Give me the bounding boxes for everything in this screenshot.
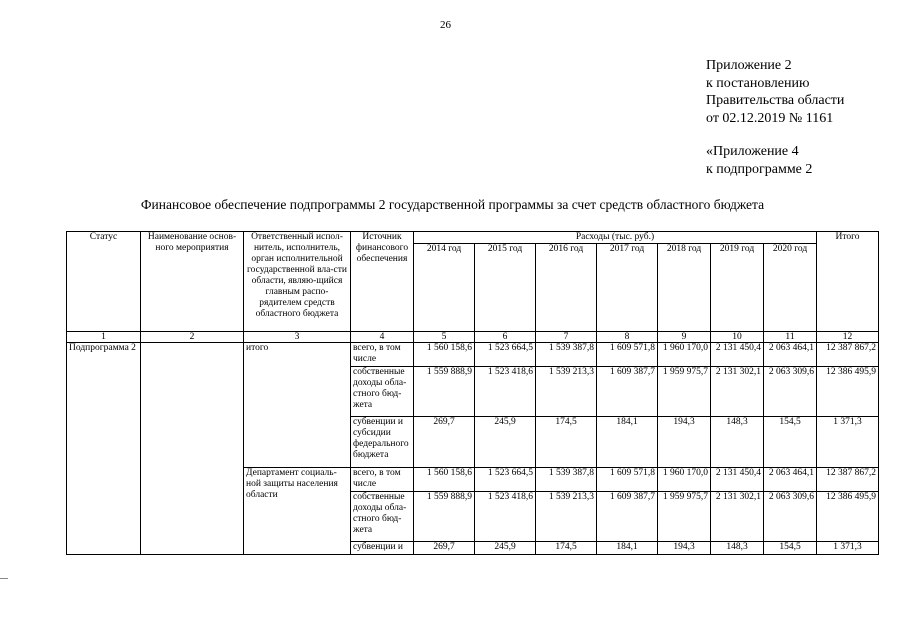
appendix-sub-line: «Приложение 4 xyxy=(706,144,799,159)
value-cell: 184,1 xyxy=(597,417,658,468)
value-cell: 1 609 571,8 xyxy=(597,468,658,492)
value-cell: 1 960 170,0 xyxy=(658,468,711,492)
value-cell: 1 609 387,7 xyxy=(597,367,658,417)
executor-cell: Департамент социаль-ной защиты населения области xyxy=(244,468,351,555)
value-cell: 2 131 450,4 xyxy=(711,468,764,492)
source-cell: субвенции и субсидии федерального бюджета xyxy=(351,417,414,468)
value-cell: 174,5 xyxy=(536,542,597,555)
value-cell: 1 560 158,6 xyxy=(414,343,475,367)
column-number: 11 xyxy=(764,332,817,343)
value-cell: 1 559 888,9 xyxy=(414,367,475,417)
appendix-line: Правительства области xyxy=(706,93,845,108)
value-cell: 1 371,3 xyxy=(817,542,879,555)
value-cell: 1 539 387,8 xyxy=(536,468,597,492)
column-number: 6 xyxy=(475,332,536,343)
value-cell: 1 609 571,8 xyxy=(597,343,658,367)
appendix-sub-block xyxy=(706,143,812,178)
column-number: 9 xyxy=(658,332,711,343)
source-cell: собственные доходы обла-стного бюд-жета xyxy=(351,492,414,542)
header-year: 2018 год xyxy=(658,244,711,332)
value-cell: 1 539 387,8 xyxy=(536,343,597,367)
header-status: Статус xyxy=(67,232,141,332)
value-cell: 1 959 975,7 xyxy=(658,367,711,417)
column-number: 1 xyxy=(67,332,141,343)
value-cell: 2 063 309,6 xyxy=(764,492,817,542)
value-cell: 194,3 xyxy=(658,417,711,468)
value-cell: 1 523 664,5 xyxy=(475,468,536,492)
value-cell: 2 131 302,1 xyxy=(711,492,764,542)
value-cell: 1 960 170,0 xyxy=(658,343,711,367)
value-cell: 2 131 302,1 xyxy=(711,367,764,417)
header-total: Итого xyxy=(817,232,879,332)
value-cell: 2 063 309,6 xyxy=(764,367,817,417)
column-number: 3 xyxy=(244,332,351,343)
source-cell: всего, в том числе xyxy=(351,468,414,492)
header-executor: Ответственный испол-нитель, исполнитель, орган исполнительной государственной вла-сти области, являю-щийся главным распо-рядителем средств областного бюджета xyxy=(244,232,351,332)
value-cell: 154,5 xyxy=(764,542,817,555)
value-cell: 1 523 664,5 xyxy=(475,343,536,367)
page-number: 26 xyxy=(440,19,451,31)
value-cell: 12 387 867,2 xyxy=(817,468,879,492)
header-measure: Наименование основ-ного мероприятия xyxy=(141,232,244,332)
value-cell: 184,1 xyxy=(597,542,658,555)
value-cell: 245,9 xyxy=(475,417,536,468)
value-cell: 269,7 xyxy=(414,417,475,468)
status-cell: Подпрограмма 2 xyxy=(67,343,141,555)
value-cell: 194,3 xyxy=(658,542,711,555)
appendix-sub-line: к подпрограмме 2 xyxy=(706,161,813,177)
document-title: Финансовое обеспечение подпрограммы 2 государственной программы за счет средств областного бюджета xyxy=(140,197,765,212)
value-cell: 154,5 xyxy=(764,417,817,468)
appendix-line: Приложение 2 xyxy=(706,58,792,73)
column-number: 2 xyxy=(141,332,244,343)
value-cell: 2 063 464,1 xyxy=(764,468,817,492)
value-cell: 269,7 xyxy=(414,542,475,555)
value-cell: 1 539 213,3 xyxy=(536,367,597,417)
column-number: 10 xyxy=(711,332,764,343)
value-cell: 1 523 418,6 xyxy=(475,492,536,542)
value-cell: 174,5 xyxy=(536,417,597,468)
margin-mark xyxy=(0,578,8,579)
column-number: 12 xyxy=(817,332,879,343)
header-year: 2016 год xyxy=(536,244,597,332)
appendix-line: от 02.12.2019 № 1161 xyxy=(706,110,834,126)
appendix-line: к постановлению xyxy=(706,75,810,91)
table-row xyxy=(67,343,879,367)
source-cell: субвенции и xyxy=(351,542,414,555)
measure-cell xyxy=(141,343,244,555)
header-year: 2015 год xyxy=(475,244,536,332)
value-cell: 245,9 xyxy=(475,542,536,555)
appendix-block xyxy=(706,57,844,127)
column-number: 5 xyxy=(414,332,475,343)
value-cell: 148,3 xyxy=(711,542,764,555)
column-number: 8 xyxy=(597,332,658,343)
source-cell: собственные доходы обла-стного бюд-жета xyxy=(351,367,414,417)
value-cell: 1 371,3 xyxy=(817,417,879,468)
value-cell: 148,3 xyxy=(711,417,764,468)
value-cell: 1 559 888,9 xyxy=(414,492,475,542)
value-cell: 1 523 418,6 xyxy=(475,367,536,417)
value-cell: 1 560 158,6 xyxy=(414,468,475,492)
executor-cell: итого xyxy=(244,343,351,468)
value-cell: 12 387 867,2 xyxy=(817,343,879,367)
value-cell: 2 131 450,4 xyxy=(711,343,764,367)
value-cell: 1 609 387,7 xyxy=(597,492,658,542)
value-cell: 2 063 464,1 xyxy=(764,343,817,367)
header-year: 2020 год xyxy=(764,244,817,332)
value-cell: 12 386 495,9 xyxy=(817,492,879,542)
financing-table xyxy=(66,231,879,555)
header-year: 2019 год xyxy=(711,244,764,332)
header-expenses: Расходы (тыс. руб.) xyxy=(414,232,817,244)
column-number: 4 xyxy=(351,332,414,343)
source-cell: всего, в том числе xyxy=(351,343,414,367)
column-number: 7 xyxy=(536,332,597,343)
value-cell: 1 539 213,3 xyxy=(536,492,597,542)
header-year: 2014 год xyxy=(414,244,475,332)
value-cell: 12 386 495,9 xyxy=(817,367,879,417)
header-source: Источник финансового обеспечения xyxy=(351,232,414,332)
column-number-row xyxy=(67,332,879,343)
value-cell: 1 959 975,7 xyxy=(658,492,711,542)
header-year: 2017 год xyxy=(597,244,658,332)
